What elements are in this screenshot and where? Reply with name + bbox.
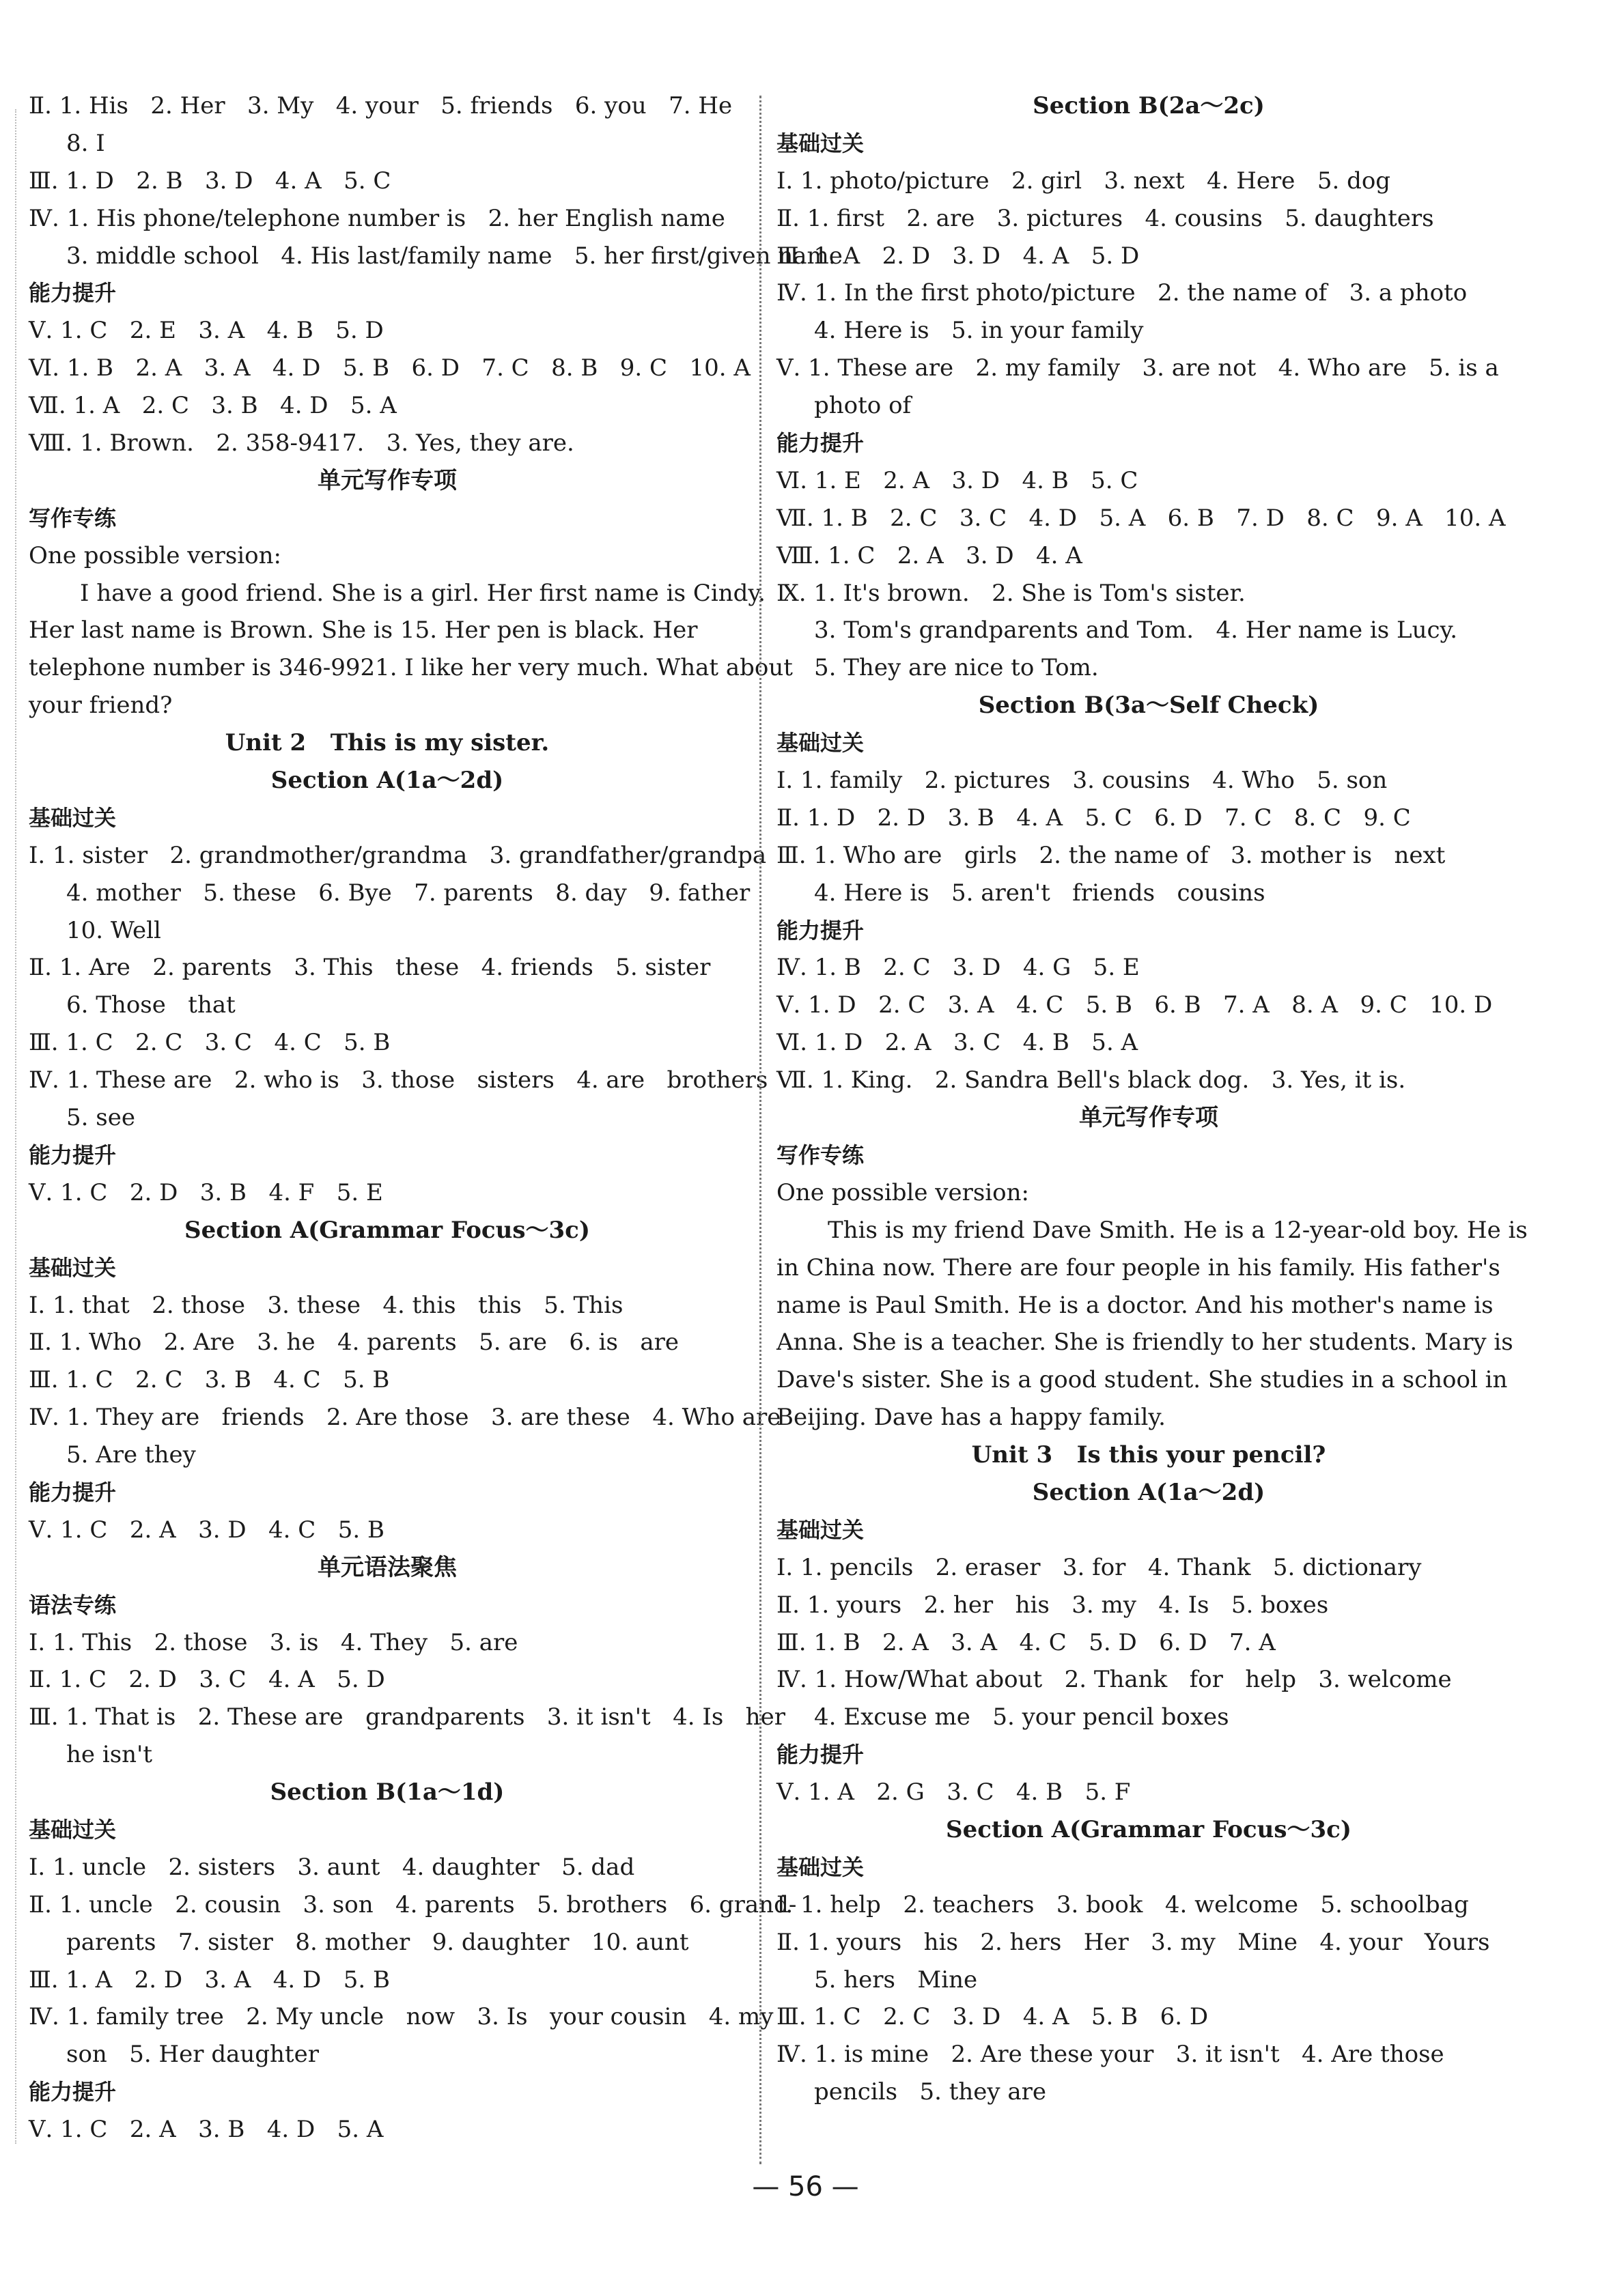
answer-line: One possible version: — [776, 1178, 1029, 1206]
answer-line: Ⅴ. 1. D 2. C 3. A 4. C 5. B 6. B 7. A 8. A 9. C 10. D — [776, 991, 1493, 1019]
section-heading: 单元写作专项 — [1079, 1104, 1218, 1132]
section-label: 写作专练 — [29, 505, 117, 531]
answer-line: Ⅲ. 1. That is 2. These are grandparents 3. it isn't 4. Is her — [29, 1703, 785, 1731]
answer-line: Ⅷ. 1. Brown. 2. 358-9417. 3. Yes, they are. — [29, 429, 574, 457]
answer-line: Ⅶ. 1. King. 2. Sandra Bell's black dog. 3. Yes, it is. — [776, 1066, 1406, 1094]
answer-line: Ⅳ. 1. In the first photo/picture 2. the name of 3. a photo — [776, 279, 1468, 307]
answer-line: Ⅱ. 1. yours 2. her his 3. my 4. Is 5. boxes — [776, 1591, 1329, 1619]
answer-line: Ⅶ. 1. B 2. C 3. C 4. D 5. A 6. B 7. D 8. C 9. A 10. A — [776, 504, 1506, 532]
answer-line: Ⅲ. 1. C 2. C 3. C 4. C 5. B — [29, 1029, 391, 1057]
answer-line-continued: parents 7. sister 8. mother 9. daughter 10. aunt — [66, 1928, 689, 1956]
section-heading: Section A(Grammar Focus～3c) — [184, 1216, 590, 1244]
section-label: 能力提升 — [29, 280, 117, 307]
answer-line: Ⅳ. 1. They are friends 2. Are those 3. are these 4. Who are — [29, 1404, 781, 1432]
answer-line-continued: 5. Are they — [66, 1441, 196, 1469]
section-label: 基础过关 — [29, 804, 117, 831]
answer-line: Ⅱ. 1. yours his 2. hers Her 3. my Mine 4. your Yours — [776, 1928, 1490, 1956]
answer-line: Ⅲ. 1. B 2. A 3. A 4. C 5. D 6. D 7. A — [776, 1628, 1276, 1656]
column-divider — [759, 96, 761, 2164]
answer-line: Ⅷ. 1. C 2. A 3. D 4. A — [776, 541, 1082, 569]
answer-line: Her last name is Brown. She is 15. Her pen is black. Her — [29, 616, 698, 644]
section-heading: Section A(1a～2d) — [1032, 1478, 1265, 1506]
answer-line: Ⅱ. 1. Who 2. Are 3. he 4. parents 5. are 6. is are — [29, 1329, 680, 1357]
answer-line-continued: photo of — [814, 392, 912, 420]
answer-line: Ⅲ. 1. A 2. D 3. D 4. A 5. D — [776, 242, 1140, 270]
section-label: 能力提升 — [29, 1142, 117, 1168]
section-label: 能力提升 — [776, 917, 865, 944]
answer-line: Ⅰ. 1. sister 2. grandmother/grandma 3. grandfather/grandpa — [29, 841, 767, 869]
section-heading: Section A(Grammar Focus～3c) — [946, 1815, 1351, 1843]
answer-line: Ⅲ. 1. Who are girls 2. the name of 3. mother is next — [776, 841, 1446, 869]
answer-line: Ⅵ. 1. D 2. A 3. C 4. B 5. A — [776, 1029, 1138, 1057]
section-label: 能力提升 — [29, 2079, 117, 2106]
answer-line: Ⅱ. 1. Are 2. parents 3. This these 4. friends 5. sister — [29, 954, 711, 982]
answer-line: Dave's sister. She is a good student. She studies in a school in — [776, 1366, 1508, 1394]
answer-line: Ⅲ. 1. D 2. B 3. D 4. A 5. C — [29, 167, 391, 195]
answer-line: telephone number is 346-9921. I like her very much. What about — [29, 654, 793, 682]
answer-line-continued: 4. Excuse me 5. your pencil boxes — [814, 1703, 1229, 1731]
answer-line: Ⅱ. 1. His 2. Her 3. My 4. your 5. friends 6. you 7. He — [29, 92, 733, 119]
section-label: 能力提升 — [776, 430, 865, 457]
answer-line: Ⅰ. 1. help 2. teachers 3. book 4. welcome 5. schoolbag — [776, 1890, 1469, 1918]
answer-line-continued: 5. They are nice to Tom. — [814, 654, 1099, 682]
answer-line: Ⅱ. 1. uncle 2. cousin 3. son 4. parents 5. brothers 6. grand- — [29, 1890, 797, 1918]
answer-line-continued: 5. see — [66, 1104, 135, 1132]
answer-line: name is Paul Smith. He is a doctor. And his mother's name is — [776, 1291, 1494, 1319]
answer-line: Ⅶ. 1. A 2. C 3. B 4. D 5. A — [29, 392, 397, 420]
answer-line: Ⅴ. 1. C 2. D 3. B 4. F 5. E — [29, 1178, 383, 1206]
answer-line: your friend? — [29, 692, 173, 720]
answer-line: Ⅱ. 1. first 2. are 3. pictures 4. cousins 5. daughters — [776, 204, 1434, 232]
left-margin-rule — [15, 109, 16, 2144]
answer-line: Ⅴ. 1. C 2. E 3. A 4. B 5. D — [29, 317, 384, 345]
answer-line: Ⅳ. 1. These are 2. who is 3. those sisters 4. are brothers — [29, 1066, 768, 1094]
section-heading: Section B(1a～1d) — [270, 1778, 505, 1806]
section-heading: Unit 2 This is my sister. — [225, 729, 550, 757]
section-heading: Section A(1a～2d) — [270, 767, 504, 795]
answer-line-continued: 4. Here is 5. aren't friends cousins — [814, 879, 1265, 907]
answer-line: One possible version: — [29, 541, 281, 569]
section-label: 写作专练 — [776, 1142, 865, 1168]
section-heading: Unit 3 Is this your pencil? — [971, 1441, 1326, 1469]
section-heading: 单元语法聚焦 — [318, 1553, 457, 1581]
answer-line: Beijing. Dave has a happy family. — [776, 1404, 1166, 1432]
answer-line-continued: he isn't — [66, 1741, 153, 1769]
section-label: 基础过关 — [776, 1854, 865, 1880]
answer-line: Ⅲ. 1. C 2. C 3. B 4. C 5. B — [29, 1366, 390, 1394]
answer-line: Ⅱ. 1. D 2. D 3. B 4. A 5. C 6. D 7. C 8. C 9. C — [776, 804, 1411, 832]
answer-line: Ⅳ. 1. is mine 2. Are these your 3. it isn't 4. Are those — [776, 2041, 1444, 2069]
paragraph-line: This is my friend Dave Smith. He is a 12-year-old boy. He is — [828, 1216, 1528, 1244]
section-label: 能力提升 — [29, 1479, 117, 1505]
answer-line: Ⅰ. 1. family 2. pictures 3. cousins 4. Who 5. son — [776, 767, 1388, 795]
answer-line: Ⅰ. 1. This 2. those 3. is 4. They 5. are — [29, 1628, 518, 1656]
answer-line: Ⅴ. 1. C 2. A 3. D 4. C 5. B — [29, 1516, 384, 1544]
section-label: 基础过关 — [776, 730, 865, 756]
answer-line-continued: 3. Tom's grandparents and Tom. 4. Her name is Lucy. — [814, 616, 1458, 644]
page-number: — 56 — — [752, 2171, 859, 2202]
answer-line: Ⅳ. 1. How/What about 2. Thank for help 3. welcome — [776, 1666, 1452, 1694]
section-heading: 单元写作专项 — [318, 466, 457, 494]
section-heading: Section B(2a～2c) — [1033, 92, 1265, 119]
answer-line-continued: 4. mother 5. these 6. Bye 7. parents 8. day 9. father — [66, 879, 751, 907]
answer-line: Ⅸ. 1. It's brown. 2. She is Tom's sister. — [776, 579, 1246, 607]
answer-line: Ⅳ. 1. His phone/telephone number is 2. her English name — [29, 204, 725, 232]
answer-line-continued: 10. Well — [66, 916, 161, 944]
answer-line: Ⅳ. 1. family tree 2. My uncle now 3. Is your cousin 4. my — [29, 2003, 774, 2031]
answer-line: Ⅳ. 1. B 2. C 3. D 4. G 5. E — [776, 954, 1140, 982]
section-label: 语法专练 — [29, 1591, 117, 1618]
answer-line: Ⅰ. 1. uncle 2. sisters 3. aunt 4. daughter 5. dad — [29, 1853, 635, 1881]
section-label: 基础过关 — [29, 1254, 117, 1281]
left-column — [29, 87, 843, 2149]
answer-line-continued: 5. hers Mine — [814, 1966, 978, 1994]
answer-line-continued: 8. I — [66, 129, 105, 157]
answer-line-continued: 6. Those that — [66, 991, 236, 1019]
answer-line-continued: pencils 5. they are — [814, 2078, 1047, 2106]
section-heading: Section B(3a～Self Check) — [978, 692, 1319, 720]
right-column — [776, 87, 1528, 2111]
answer-line: Ⅰ. 1. photo/picture 2. girl 3. next 4. Here 5. dog — [776, 167, 1391, 195]
answer-line: Ⅰ. 1. that 2. those 3. these 4. this this 5. This — [29, 1291, 624, 1319]
answer-line: Ⅲ. 1. C 2. C 3. D 4. A 5. B 6. D — [776, 2003, 1209, 2031]
section-label: 能力提升 — [776, 1742, 865, 1768]
section-label: 基础过关 — [776, 1516, 865, 1543]
answer-line: Ⅴ. 1. A 2. G 3. C 4. B 5. F — [776, 1778, 1131, 1806]
section-label: 基础过关 — [776, 130, 865, 156]
answer-line-continued: 3. middle school 4. His last/family name 5. her first/given name — [66, 242, 843, 270]
section-label: 基础过关 — [29, 1816, 117, 1843]
answer-line: in China now. There are four people in his family. His father's — [776, 1253, 1500, 1281]
answer-line-continued: son 5. Her daughter — [66, 2041, 319, 2069]
answer-line: Ⅰ. 1. pencils 2. eraser 3. for 4. Thank 5. dictionary — [776, 1553, 1422, 1581]
answer-line: Ⅴ. 1. C 2. A 3. B 4. D 5. A — [29, 2116, 384, 2144]
answer-line: Ⅵ. 1. B 2. A 3. A 4. D 5. B 6. D 7. C 8. B 9. C 10. A — [29, 354, 751, 382]
answer-line: Ⅵ. 1. E 2. A 3. D 4. B 5. C — [776, 466, 1138, 494]
answer-line: Ⅱ. 1. C 2. D 3. C 4. A 5. D — [29, 1666, 385, 1694]
answer-line: Ⅴ. 1. These are 2. my family 3. are not 4. Who are 5. is a — [776, 354, 1499, 382]
answer-line: Ⅲ. 1. A 2. D 3. A 4. D 5. B — [29, 1966, 390, 1994]
answer-line-continued: 4. Here is 5. in your family — [814, 317, 1144, 345]
answer-line: Anna. She is a teacher. She is friendly to her students. Mary is — [776, 1329, 1513, 1357]
paragraph-line: I have a good friend. She is a girl. Her first name is Cindy. — [80, 579, 766, 607]
